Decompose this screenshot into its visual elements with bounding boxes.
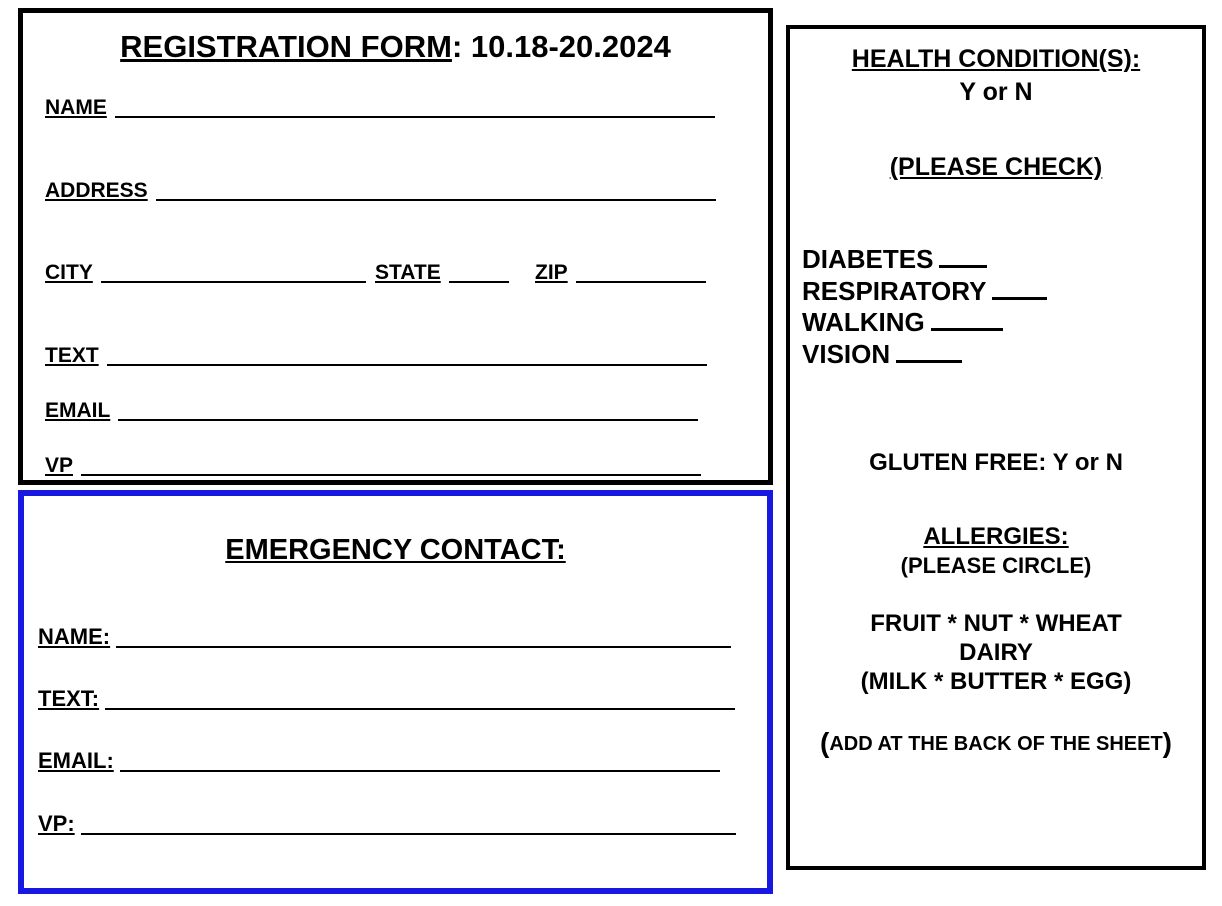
back-note-close-paren: ) xyxy=(1162,726,1172,758)
emergency-field-vp-input[interactable] xyxy=(81,819,736,835)
emergency-field-email[interactable] xyxy=(38,750,720,772)
condition-diabetes[interactable] xyxy=(802,244,1202,276)
field-zip[interactable] xyxy=(535,262,706,283)
field-vp-label: VP xyxy=(45,454,74,477)
emergency-field-text[interactable] xyxy=(38,688,735,710)
registration-title-main: REGISTRATION FORM xyxy=(120,29,452,64)
condition-walking-label: WALKING xyxy=(802,307,925,338)
health-please-check: (PLEASE CHECK) xyxy=(889,153,1103,181)
field-city-input[interactable] xyxy=(101,267,366,283)
condition-vision-checkline[interactable] xyxy=(896,343,962,363)
condition-respiratory-label: RESPIRATORY xyxy=(802,275,987,306)
registration-title xyxy=(23,29,768,65)
field-email-label: EMAIL xyxy=(45,399,111,422)
back-note-text: ADD AT THE BACK OF THE SHEET xyxy=(829,732,1163,755)
allergy-options-row-3[interactable]: (MILK * BUTTER * EGG) xyxy=(860,668,1132,696)
condition-walking-checkline[interactable] xyxy=(931,311,1003,331)
gluten-free-option[interactable]: GLUTEN FREE: Y or N xyxy=(869,448,1123,476)
field-city[interactable] xyxy=(45,262,366,283)
emergency-field-text-input[interactable] xyxy=(105,694,735,710)
emergency-field-text-label: TEXT: xyxy=(38,686,100,711)
allergy-options-row-1[interactable]: FRUIT * NUT * WHEAT xyxy=(870,609,1122,637)
field-zip-input[interactable] xyxy=(576,267,706,283)
health-conditions-list xyxy=(790,244,1202,371)
back-note-open-paren: ( xyxy=(820,726,830,758)
emergency-contact-title: EMERGENCY CONTACT: xyxy=(225,534,566,566)
field-state-input[interactable] xyxy=(449,267,509,283)
field-text-label: TEXT xyxy=(45,344,99,367)
field-state-label: STATE xyxy=(375,261,441,284)
emergency-field-name-input[interactable] xyxy=(116,632,731,648)
field-name-label: NAME xyxy=(45,96,107,119)
emergency-field-vp[interactable] xyxy=(38,813,736,835)
field-text[interactable] xyxy=(45,345,707,366)
registration-title-suffix: : 10.18-20.2024 xyxy=(451,29,671,64)
condition-vision[interactable] xyxy=(802,339,1202,371)
field-zip-label: ZIP xyxy=(535,261,568,284)
health-conditions-panel xyxy=(786,25,1206,870)
field-name[interactable] xyxy=(45,97,715,118)
field-email-input[interactable] xyxy=(118,405,698,421)
allergies-instruction: (PLEASE CIRCLE) xyxy=(900,552,1092,578)
field-address[interactable] xyxy=(45,180,716,201)
condition-diabetes-checkline[interactable] xyxy=(939,248,987,268)
field-vp[interactable] xyxy=(45,455,701,476)
registration-form-panel xyxy=(18,8,773,485)
field-city-label: CITY xyxy=(45,261,93,284)
allergy-options-row-2[interactable]: DAIRY xyxy=(959,639,1033,667)
condition-walking[interactable] xyxy=(802,307,1202,339)
field-name-input[interactable] xyxy=(115,102,715,118)
emergency-field-name[interactable] xyxy=(38,626,731,648)
condition-vision-label: VISION xyxy=(802,339,891,370)
field-address-label: ADDRESS xyxy=(45,179,148,202)
emergency-field-email-label: EMAIL: xyxy=(38,748,114,773)
emergency-contact-panel xyxy=(18,490,773,894)
condition-respiratory-checkline[interactable] xyxy=(992,280,1047,300)
condition-diabetes-label: DIABETES xyxy=(802,244,934,274)
field-state[interactable] xyxy=(375,262,509,283)
back-of-sheet-note xyxy=(790,727,1202,759)
health-yes-or-no: Y or N xyxy=(959,78,1033,106)
emergency-field-vp-label: VP: xyxy=(38,811,75,836)
field-email[interactable] xyxy=(45,400,698,421)
field-text-input[interactable] xyxy=(107,350,707,366)
field-vp-input[interactable] xyxy=(81,460,701,476)
field-address-input[interactable] xyxy=(156,185,716,201)
emergency-field-name-label: NAME: xyxy=(38,624,111,649)
health-title: HEALTH CONDITION(S): xyxy=(851,45,1141,73)
condition-respiratory[interactable] xyxy=(802,276,1202,308)
emergency-field-email-input[interactable] xyxy=(120,756,720,772)
allergies-title: ALLERGIES: xyxy=(923,522,1069,550)
